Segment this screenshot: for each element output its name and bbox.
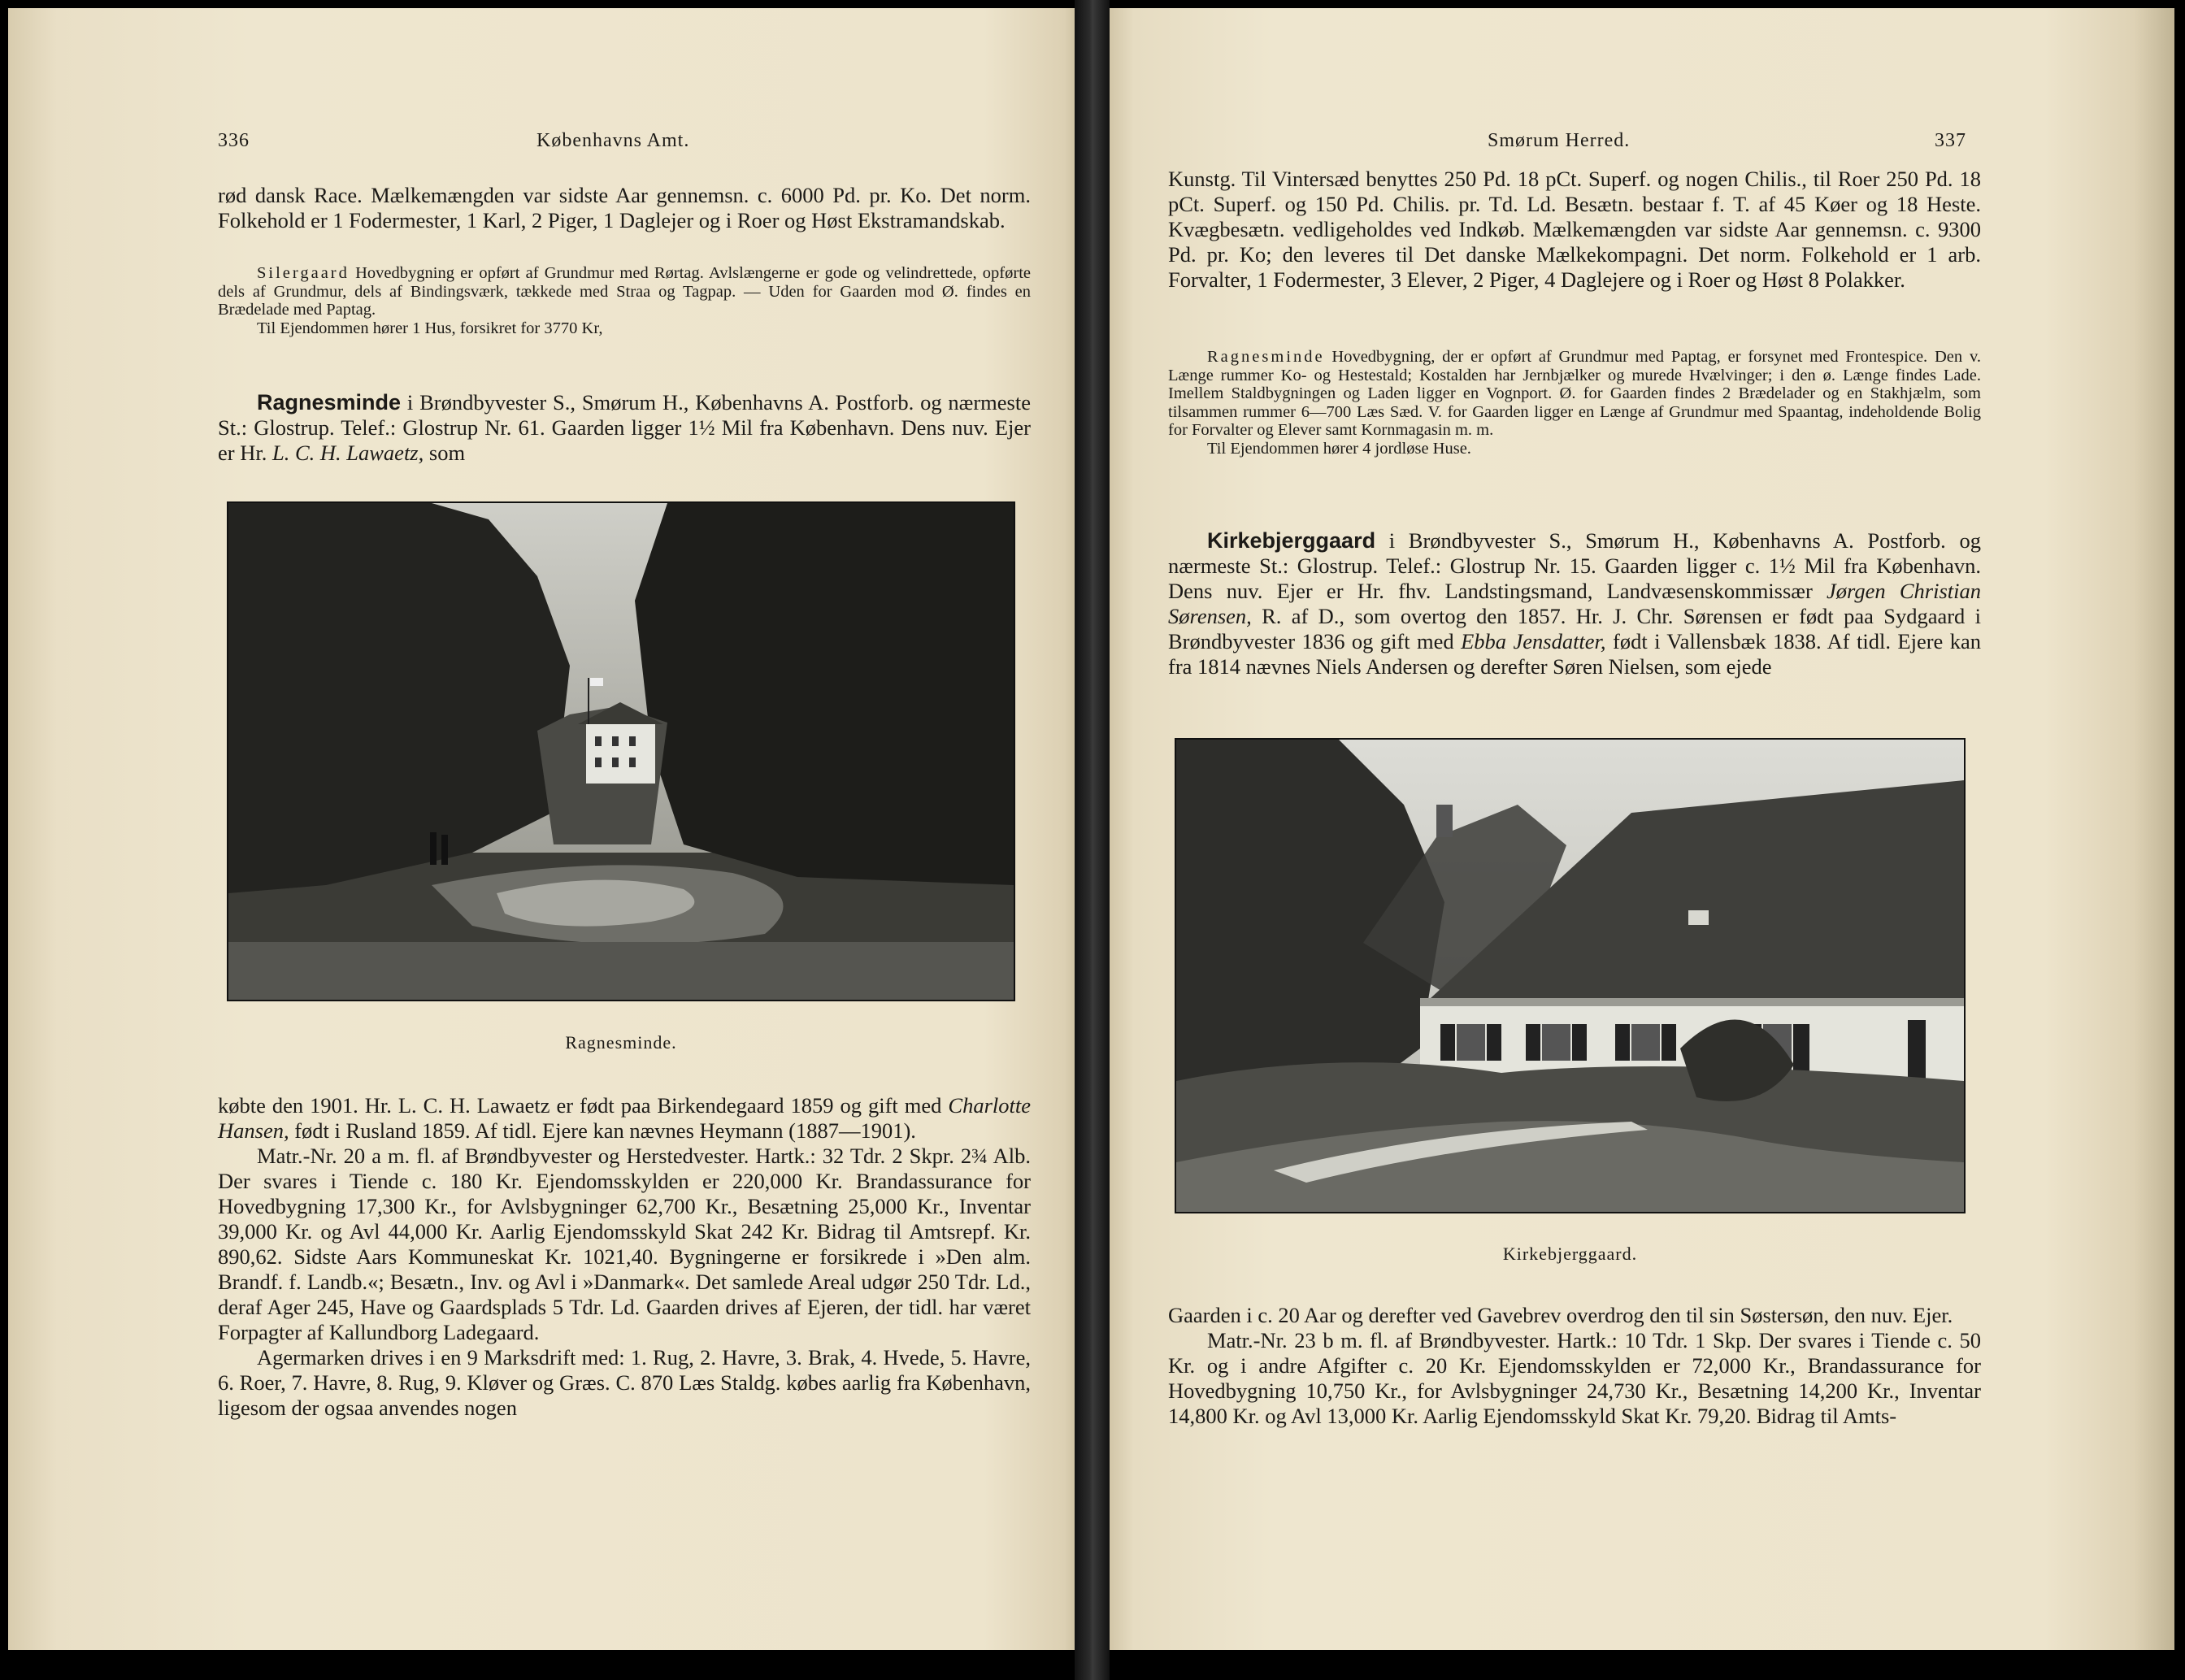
entry-text-c: født i Vallensbæk 1838. Af tidl. Ejere kan fra 1814 nævnes Niels Andersen og derefter Søren Nielsen, som ejede [1168, 629, 1982, 679]
entry-spouse: Ebba Jensdatter, [1461, 629, 1606, 653]
note-body: Hovedbygning er opført af Grundmur med Rørtag. Avlslængerne er gode og velindrettede, opførte dels af Grundmur, dels af Bindingsværk, tækkede med Straa og Tagpap. — Uden for Gaarden mod Ø. findes en Brædelade med Paptag. [218, 264, 1031, 319]
para1: Gaarden i c. 20 Aar og derefter ved Gavebrev overdrog den til sin Søstersøn, den nuv. Ejer. [1168, 1303, 1953, 1327]
building-note [1168, 348, 1981, 458]
note-line2: Til Ejendommen hører 1 Hus, forsikret for 3770 Kr, [257, 319, 603, 337]
entry-owner: L. C. H. Lawaetz, [271, 441, 424, 465]
entry-tail: som [424, 441, 466, 465]
page-number: 337 [1935, 130, 1966, 151]
photo-caption: Ragnesminde. [565, 1032, 677, 1053]
para1-b: født i Rusland 1859. Af tidl. Ejere kan nævnes Heymann (1887—1901). [289, 1118, 916, 1143]
photo-kirkebjerggaard [1175, 738, 1966, 1213]
right-page [1110, 8, 2174, 1650]
photo-caption: Kirkebjerggaard. [1502, 1244, 1638, 1264]
note-line2: Til Ejendommen hører 4 jordløse Huse. [1207, 439, 1471, 458]
book-binding [1075, 0, 1110, 1680]
entry-heading: Ragnesminde [257, 390, 402, 415]
para1-a: købte den 1901. Hr. L. C. H. Lawaetz er født paa Birkendegaard 1859 og gift med [218, 1093, 949, 1118]
photo-ragnesminde [227, 501, 1015, 1001]
note-lead: Ragnesminde [1207, 348, 1325, 366]
para2: Matr.-Nr. 23 b m. fl. af Brøndbyvester. Hartk.: 10 Tdr. 1 Skp. Der svares i Tiende c. 50 Kr. og i andre Afgifter c. 20 Kr. Ejendomsskylden er 72,000 Kr., Brandassurance for Hovedbygning 10,750 Kr., for Avlsbygninger 24,730 Kr., Besætning 14,200 Kr., Inventar 14,800 Kr. og Avl 13,000 Kr. Aarlig Ejendomsskyld Skat Kr. 79,20. Bidrag til Amts- [1168, 1328, 1981, 1428]
body-text [1168, 1303, 1981, 1429]
building-note [218, 264, 1031, 337]
intro-paragraph: rød dansk Race. Mælkemængden var sidste Aar gennemsn. c. 6000 Pd. pr. Ko. Det norm. Folkehold er 1 Fodermester, 1 Karl, 2 Piger, 1 Daglejer og i Roer og Høst Ekstramandskab. [218, 183, 1031, 232]
note-lead: Silergaard [257, 264, 350, 282]
entry-heading: Kirkebjerggaard [1207, 528, 1376, 553]
entry-owner: Jørgen Christian Sørensen, [1168, 579, 1981, 628]
entry-text-b: R. af D., som overtog den 1857. Hr. J. Chr. Sørensen er født paa Sydgaard i Brøndbyvester 1836 og gift med [1168, 604, 1981, 653]
entry-text-a: i Brøndbyvester S., Smørum H., Københavns A. Postforb. og nærmeste St.: Glostrup. Telef.: Glostrup Nr. 15. Gaarden ligger c. 1½ Mil fra København. Dens nuv. Ejer er Hr. fhv. Landstingsmand, Landvæsenskommissær [1168, 528, 1981, 603]
body-text [218, 1093, 1031, 1421]
entry-ragnesminde [218, 390, 1031, 466]
intro-paragraph: Kunstg. Til Vintersæd benyttes 250 Pd. 18 pCt. Superf. og nogen Chilis., til Roer 250 Pd. 18 pCt. Superf. og 150 Pd. Chilis. pr. Td. Ld. Besætn. bestaar f. T. af 45 Køer og 18 Heste. Kvægbesætn. vedligeholdes ved Indkøb. Mælkemængden var sidste Aar gennemsn. c. 9300 Pd. pr. Ko; den leveres til Det danske Mælkekompagni. Det norm. Folkehold er 1 arb. Forvalter, 1 Fodermester, 3 Elever, 2 Piger, 4 Daglejere og i Roer og Høst 8 Polakker. [1168, 167, 1981, 292]
para2: Matr.-Nr. 20 a m. fl. af Brøndbyvester og Herstedvester. Hartk.: 32 Tdr. 2 Skpr. 2¾ Alb. Der svares i Tiende c. 180 Kr. Ejendomsskylden er 220,000 Kr. Brandassurance for Hovedbygning 17,300 Kr., for Avlsbygninger 62,700 Kr., Besætning 25,000 Kr., Inventar 39,000 Kr. og Avl 44,000 Kr. Aarlig Ejendomsskyld Skat 242 Kr. Bidrag til Amtsrepf. Kr. 890,62. Sidste Aars Kommuneskat Kr. 1021,40. Bygningerne er forsikrede i »Den alm. Brandf. f. Landb.«; Besætn., Inv. og Avl i »Danmark«. Det samlede Areal udgør 250 Tdr. Ld., deraf Ager 245, Have og Gaardsplads 5 Tdr. Ld. Gaarden drives af Ejeren, der tidl. har været Forpagter af Kallundborg Ladegaard. [218, 1144, 1031, 1344]
page-number: 336 [218, 130, 250, 151]
running-head: Smørum Herred. [1488, 130, 1631, 151]
note-body: Hovedbygning, der er opført af Grundmur med Paptag, er forsynet med Frontespice. Den v. Længe rummer Ko- og Hestestald; Kostalden har Jernbjælker og murede Hvælvinger; i den ø. Længe findes Lade. Imellem Staldbygningen og Laden ligger en Vognport. Ø. for Gaarden findes 2 Brædelader og en Stakhjælm, som tilsammen rummer 6—700 Læs Sæd. V. for Gaarden ligger en Længe af Grundmur med Spaantag, indeholdende Bolig for Forvalter og Elever samt Kornmagasin m. m. [1168, 348, 1981, 439]
running-head: Københavns Amt. [536, 130, 690, 151]
left-page [8, 8, 1075, 1650]
entry-text: i Brøndbyvester S., Smørum H., Københavns A. Postforb. og nærmeste St.: Glostrup. Telef.: Glostrup Nr. 61. Gaarden ligger 1½ Mil fra København. Dens nuv. Ejer er Hr. [218, 390, 1031, 465]
para1-spouse: Charlotte Hansen, [218, 1093, 1031, 1143]
entry-kirkebjerggaard [1168, 528, 1981, 679]
para3: Agermarken drives i en 9 Marksdrift med: 1. Rug, 2. Havre, 3. Brak, 4. Hvede, 5. Havre, 6. Roer, 7. Havre, 8. Rug, 9. Kløver og Græs. C. 870 Læs Staldg. købes aarlig fra København, ligesom der ogsaa anvendes nogen [218, 1345, 1031, 1420]
